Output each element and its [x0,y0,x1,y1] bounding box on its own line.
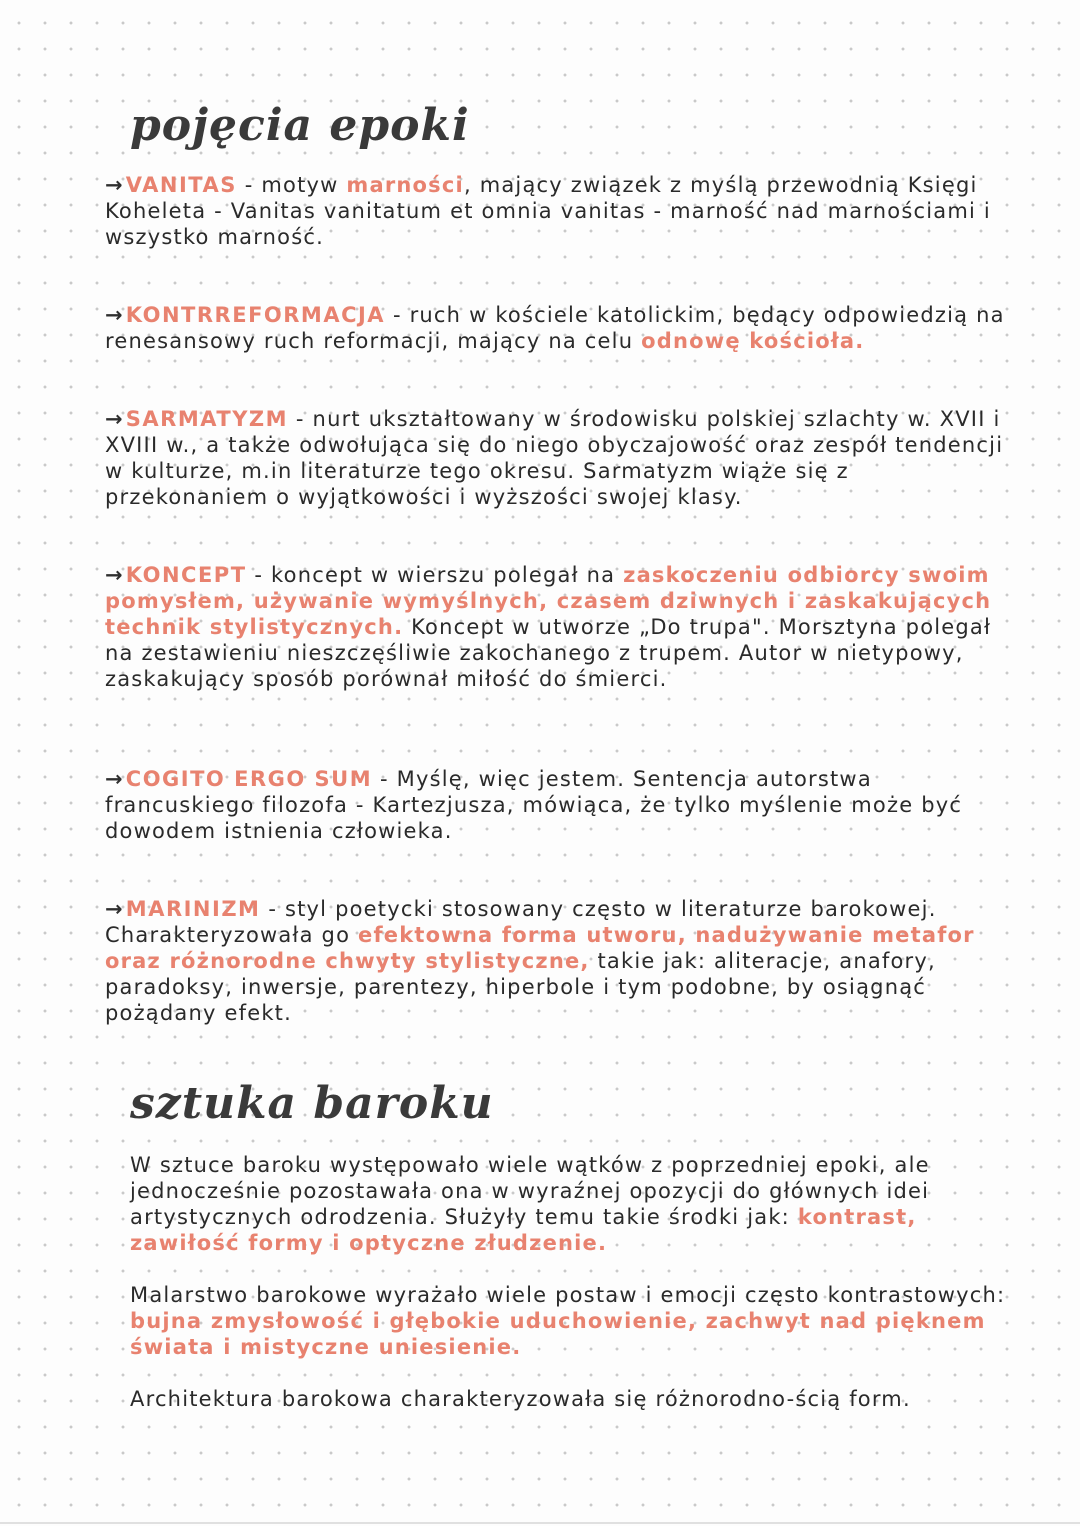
entry-sarmatyzm [105,406,1010,510]
arrow-icon: → [105,563,124,587]
paragraph-text: W sztuce baroku występowało wiele wątków z poprzedniej epoki, ale jednocześnie pozostawała ona w wyraźnej opozycji do głównych idei artystycznych odrodzenia. Służyły temu takie środki jak: [130,1153,930,1229]
entry-cogito [105,766,1010,844]
entry-marinizm [105,896,1010,1026]
term-cogito: COGITO ERGO SUM [125,767,373,791]
arrow-icon: → [105,767,124,791]
paragraph-malarstwo [130,1282,1010,1360]
term-koncept: KONCEPT [125,563,247,587]
page-bottom-edge [0,1522,1080,1524]
highlight-text: bujna zmysłowość i głębokie uduchowienie, zachwyt nad pięknem świata i mistyczne uniesienie. [130,1309,986,1359]
arrow-icon: → [105,303,124,327]
term-vanitas: VANITAS [125,173,237,197]
definition-text: - motyw [236,173,347,197]
definition-text: - ruch w kościele katolickim, będący odpowiedzią na renesansowy ruch reformacji, mający na celu [105,303,1005,353]
highlight-text: zaskoczeniu odbiorcy swoim pomysłem, używanie wymyślnych, czasem dziwnych i zaskakujących technik stylistycznych. [105,563,992,639]
paragraph-text: Architektura barokowa charakteryzowała się różnorodno-ścią form. [130,1387,911,1411]
paragraph-text: Malarstwo barokowe wyrażało wiele postaw i emocji często kontrastowych: [130,1283,1006,1307]
entry-vanitas [105,172,1010,250]
highlight-text: marności [346,173,464,197]
arrow-icon: → [105,407,124,431]
heading-sztuka-baroku: sztuka baroku [130,1078,494,1129]
heading-pojecia-epoki: pojęcia epoki [130,100,470,151]
definition-text: takie jak: aliteracje, anafory, paradoksy, inwersje, parentezy, hiperbole i tym podobne, by osiągnąć pożądany efekt. [105,949,936,1025]
definition-text: - Myślę, więc jestem. Sentencja autorstwa francuskiego filozofa - Kartezjusza, mówiąca, że tylko myślenie może być dowodem istnienia człowieka. [105,767,963,843]
entry-koncept [105,562,1010,692]
paragraph-architektura [130,1386,1010,1412]
term-marinizm: MARINIZM [125,897,261,921]
arrow-icon: → [105,173,124,197]
paragraph-sztuka-intro [130,1152,1010,1256]
definition-text: - nurt ukształtowany w środowisku polskiej szlachty w. XVII i XVIII w., a także odwołująca się do niego obyczajowość oraz zespół tendencji w kulturze, m.in literaturze tego okresu. Sarmatyzm wiąże się z przekonaniem o wyjątkowości i wyższości swojej klasy. [105,407,1004,509]
entry-kontrreformacja [105,302,1010,354]
highlight-text: efektowna forma utworu, nadużywanie metafor oraz różnorodne chwyty stylistyczne, [105,923,975,973]
definition-text: , mający związek z myślą przewodnią Księgi Koheleta - Vanitas vanitatum et omnia vanitas - marność nad marnościami i wszystko marność. [105,173,991,249]
arrow-icon: → [105,897,124,921]
highlight-text: kontrast, zawiłość formy i optyczne złudzenie. [130,1205,917,1255]
definition-text: - koncept w wierszu polegał na [246,563,624,587]
highlight-text: odnowę kościoła. [641,329,865,353]
definition-text: Koncept w utworze „Do trupa". Morsztyna polegał na zestawieniu nieszczęśliwie zakochanego z trupem. Autor w nietypowy, zaskakujący sposób porównał miłość do śmierci. [105,615,992,691]
term-kontrreformacja: KONTRREFORMACJA [125,303,386,327]
definition-text: - styl poetycki stosowany często w literaturze barokowej. Charakteryzowała go [105,897,937,947]
term-sarmatyzm: SARMATYZM [125,407,289,431]
